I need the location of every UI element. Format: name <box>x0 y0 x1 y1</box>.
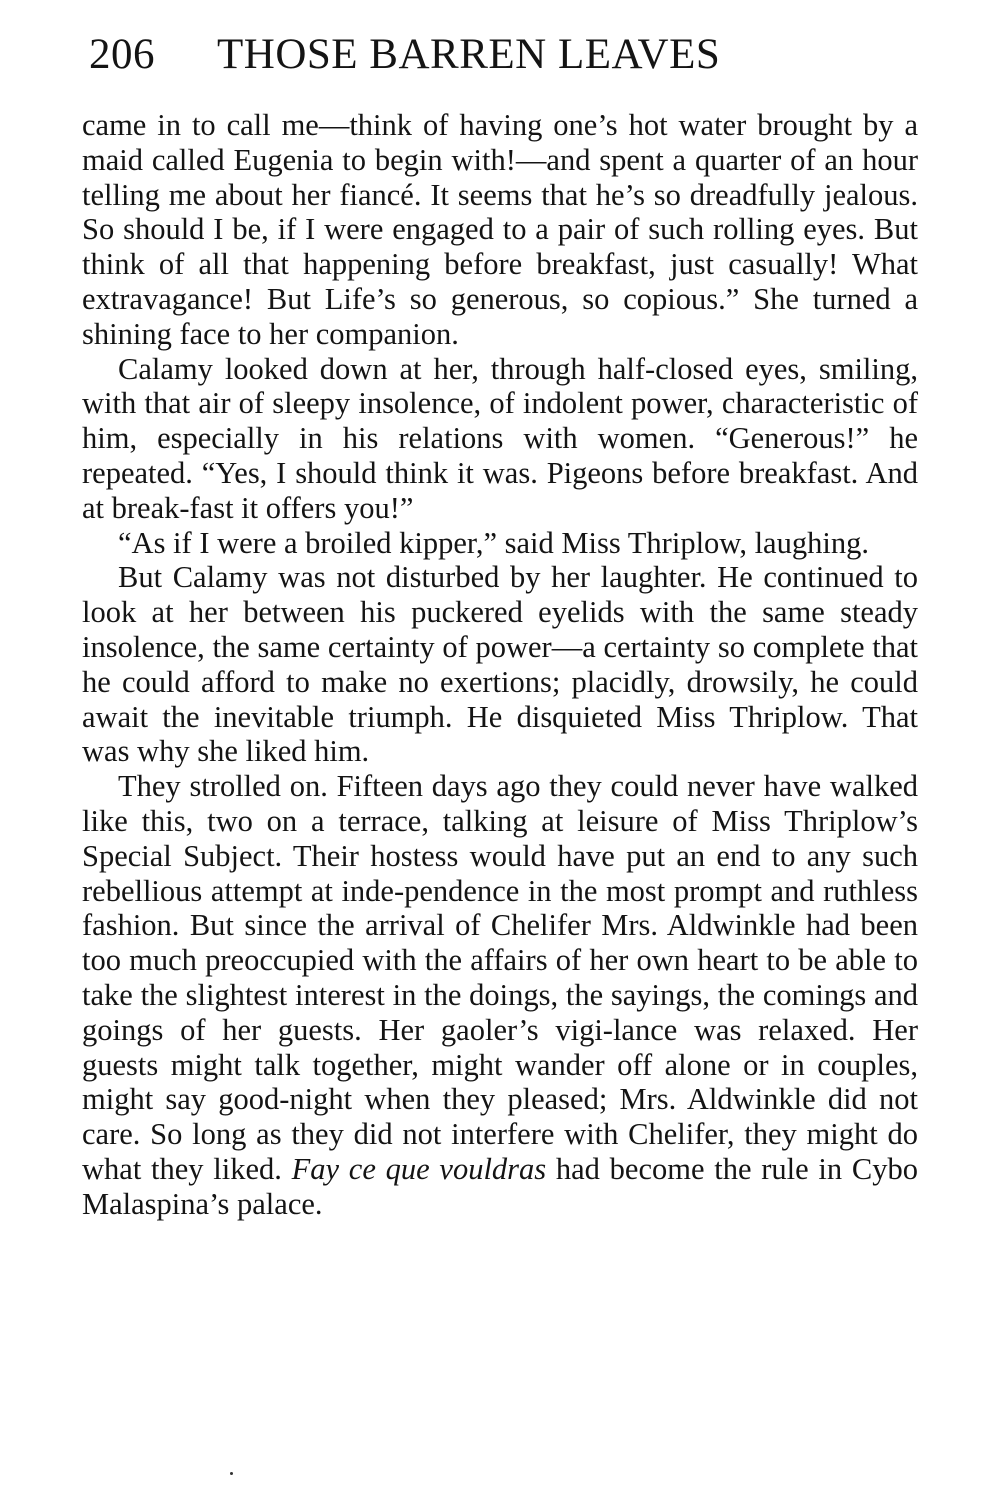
paragraph-1: came in to call me—think of having one’s hot water brought by a maid called Eugenia to begin with!—and spent a quarter of an hour telling me about her fiancé. It seems that he’s so dreadfully jealous. So should I be, if I were engaged to a pair of such rolling eyes. But think of all that happening before breakfast, just casually! What extravagance! But Life’s so generous, so copious.” She turned a shining face to her companion. <box>82 108 918 351</box>
paragraph-2: Calamy looked down at her, through half-closed eyes, smiling, with that air of sleepy insolence, of indolent power, characteristic of him, especially in his relations with women. “Generous!” he repeated. “Yes, I should think it was. Pigeons before breakfast. And at break-fast it offers you!” <box>82 351 918 525</box>
page-header <box>82 26 918 84</box>
paragraph-5-text-before-italic: They strolled on. Fifteen days ago they could never have walked like this, two on a terrace, talking at leisure of Miss Thriplow’s Special Subject. Their hostess would have put an end to any such rebellious attempt at inde-pendence in the most prompt and ruthless fashion. But since the arrival of Chelifer Mrs. Aldwinkle had been too much preoccupied with the affairs of her own heart to be able to take the slightest interest in the doings, the sayings, the comings and goings of her guests. Her gaoler’s vigi-lance was relaxed. Her guests might talk together, might wander off alone or in couples, might say good-night when they pleased; Mrs. Aldwinkle did not care. So long as they did not interfere with Chelifer, they might do what they liked. <box>82 769 918 1186</box>
page-number: 206 <box>89 31 155 78</box>
italic-phrase: Fay ce que vouldras <box>291 1151 547 1186</box>
body-text <box>82 108 918 1222</box>
paragraph-3: “As if I were a broiled kipper,” said Miss Thriplow, laughing. <box>118 525 869 560</box>
running-title: THOSE BARREN LEAVES <box>217 31 721 78</box>
footer-dot <box>230 1472 233 1475</box>
paragraph-5-text-after-italic: had become the rule in Cybo Malaspina’s palace. <box>82 1151 918 1221</box>
paragraph-4: But Calamy was not disturbed by her laughter. He continued to look at her between his puckered eyelids with the same steady insolence, the same certainty of power—a certainty so complete that he could afford to make no exertions; placidly, drowsily, he could await the inevitable triumph. He disquieted Miss Thriplow. That was why she liked him. <box>82 560 918 769</box>
book-page <box>82 26 918 1222</box>
paragraph-5 <box>82 769 918 1221</box>
